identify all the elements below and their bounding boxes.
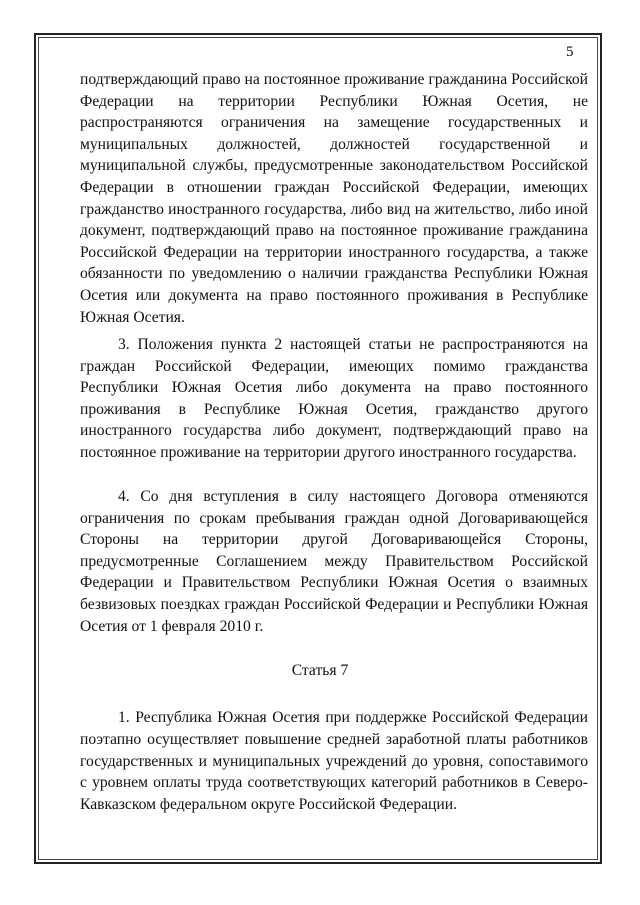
article-7-point-1 <box>80 707 588 816</box>
paragraph-point-3 <box>80 334 588 464</box>
paragraph-continuation <box>80 69 588 328</box>
paragraph-text: 4. Со дня вступления в силу настоящего Договора отменяются ограничения по срокам пребывания граждан одной Договаривающейся Стороны на территории другой Договаривающейся Стороны, предусмотренные Соглашением между Правительством Российской Федерации и Правительством Республики Южная Осетия о взаимных безвизовых поездках граждан Российской Федерации и Республики Южная Осетия от 1 февраля 2010 г. <box>80 488 588 635</box>
paragraph-point-4 <box>80 486 588 637</box>
paragraph-text: 1. Республика Южная Осетия при поддержке Российской Федерации поэтапно осуществляет повышение средней заработной платы работников государственных и муниципальных учреждений до уровня, сопоставимого с уровнем оплаты труда соответствующих категорий работников в Северо-Кавказском федеральном округе Российской Федерации. <box>80 709 588 814</box>
paragraph-text: подтверждающий право на постоянное проживание гражданина Российской Федерации на территории Республики Южная Осетия, не распространяются ограничения на замещение государственных и муниципальных должностей, должностей государственной и муниципальной службы, предусмотренные законодательством Российской Федерации в отношении граждан Российской Федерации, имеющих гражданство иностранного государства, либо вид на жительство, либо иной документ, подтверждающий право на постоянное проживание гражданина Российской Федерации на территории иностранного государства, а также обязанности по уведомлению о наличии гражданства Республики Южная Осетия или документа на право постоянного проживания в Республике Южная Осетия. <box>80 71 588 326</box>
page-number: 5 <box>566 44 574 60</box>
paragraph-text: 3. Положения пункта 2 настоящей статьи не распространяются на граждан Российской Федерации, имеющих помимо гражданства Республики Южная Осетия либо документа на право постоянного проживания в Республике Южная Осетия, гражданство другого иностранного государства либо документ, подтверждающий право на постоянное проживание на территории другого иностранного государства. <box>80 336 588 461</box>
article-heading: Статья 7 <box>291 662 349 679</box>
